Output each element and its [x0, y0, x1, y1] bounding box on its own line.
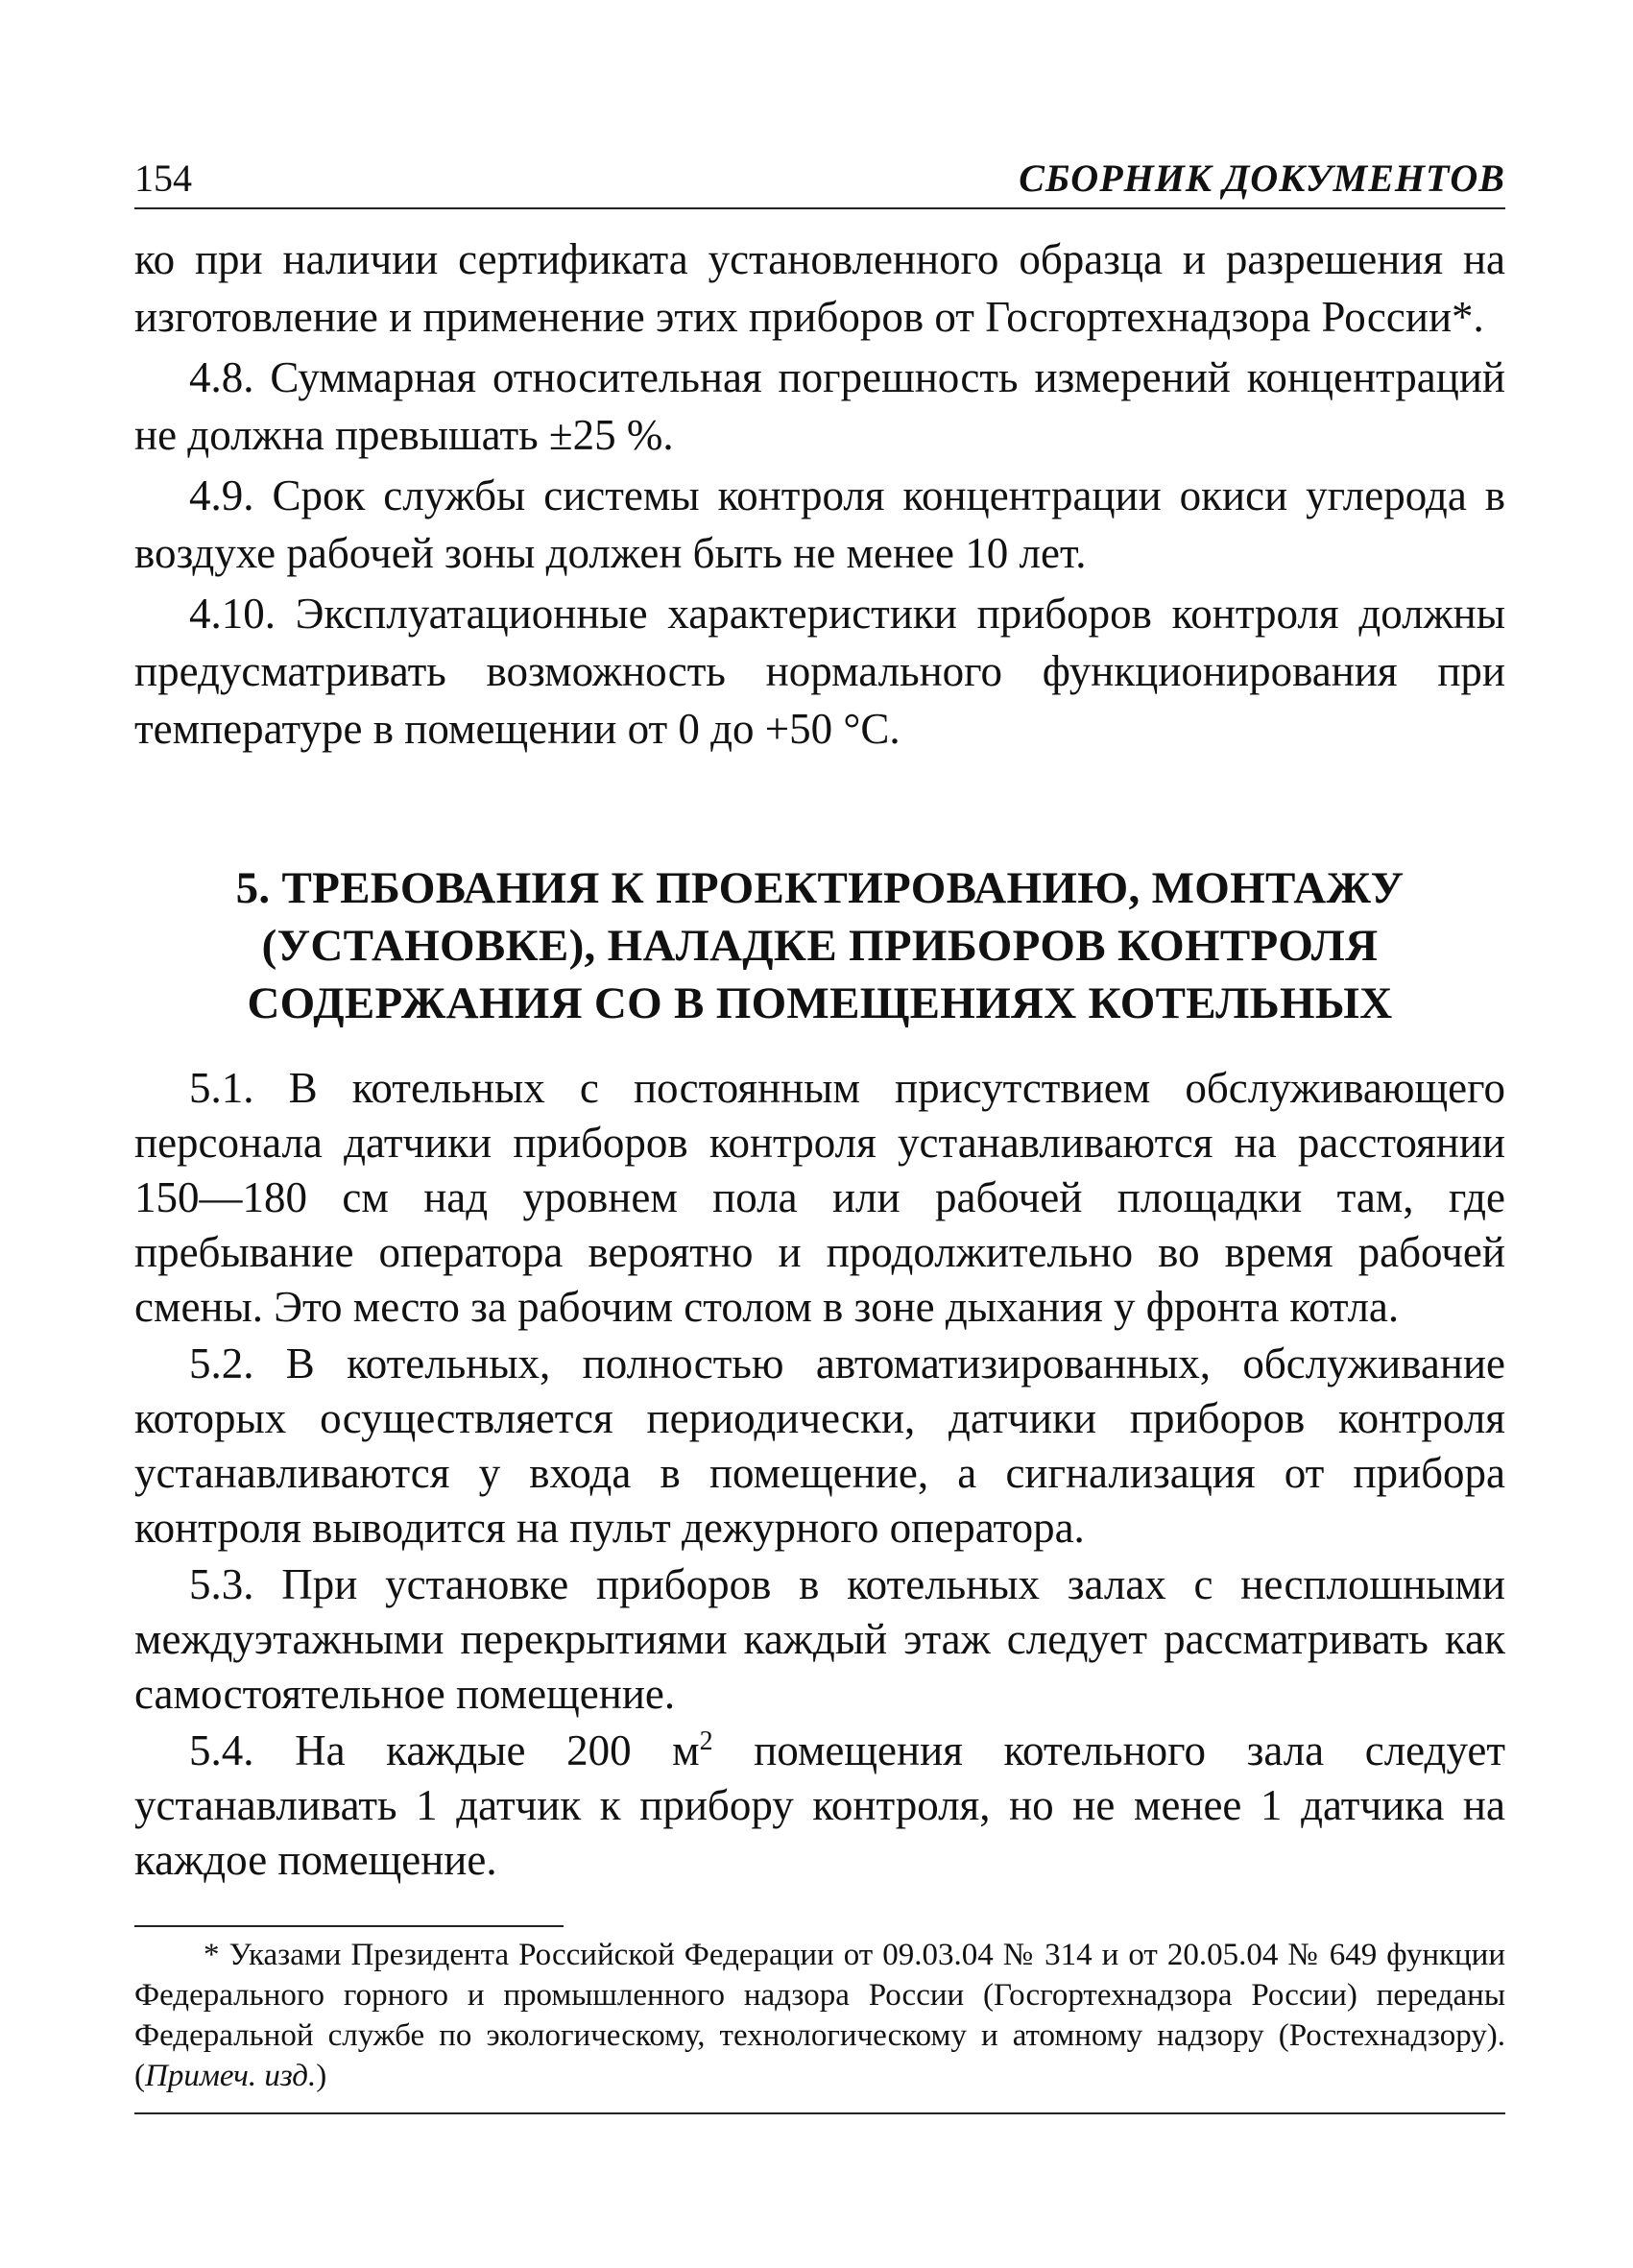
- section-heading-line: 5. ТРЕБОВАНИЯ К ПРОЕКТИРОВАНИЮ, МОНТАЖУ: [235, 863, 1405, 913]
- section-5-body: [134, 1061, 1505, 1890]
- section-heading: [134, 859, 1505, 1032]
- paragraph-5-4-start: 5.4. На каждые 200 м: [189, 1726, 700, 1774]
- footnote-separator: [134, 1925, 564, 1927]
- superscript-squared: 2: [699, 1726, 713, 1756]
- paragraph-4-9: 4.9. Срок службы системы контроля концентрации окиси углерода в воздухе рабочей зоны должен быть не менее 10 лет.: [134, 471, 1505, 577]
- paragraph-continuation: ко при наличии сертификата установленного образца и разрешения на изготовление и применение этих приборов от Госгортехнадзора России*.: [134, 235, 1505, 341]
- paragraph-5-3: 5.3. При установке приборов в котельных залах с несплошными междуэтажными перекрытиями каждый этаж следует рассматривать как самостоятельное помещение.: [134, 1560, 1505, 1718]
- paragraph-4-10: 4.10. Эксплуатационные характеристики приборов контроля должны предусматривать возможность нормального функционирования при температуре в помещении от 0 до +50 °С.: [134, 590, 1505, 753]
- footnote-close-paren: ): [316, 2059, 327, 2093]
- paragraph-4-8: 4.8. Суммарная относительная погрешность измерений концентраций не должна превышать ±25 %.: [134, 353, 1505, 459]
- section-heading-line: (УСТАНОВКЕ), НАЛАДКЕ ПРИБОРОВ КОНТРОЛЯ: [261, 921, 1379, 971]
- running-title: СБОРНИК ДОКУМЕНТОВ: [1019, 157, 1505, 200]
- page-number: 154: [134, 157, 192, 200]
- paragraph-5-1: 5.1. В котельных с постоянным присутствием обслуживающего персонала датчики приборов контроля устанавливаются на расстоянии 150—180 см над уровнем пола или рабочей площадки там, где пребывание оператора вероятно и продолжительно во время рабочей смены. Это место за рабочим столом в зоне дыхания у фронта котла.: [134, 1064, 1505, 1331]
- footnote-text: * Указами Президента Российской Федерации от 09.03.04 № 314 и от 20.05.04 № 649 функции Федерального горного и промышленного надзора России (Госгортехнадзора России) переданы Федеральной службе по экологическому, технологическому и атомному надзору (Ростехнадзору). (: [134, 1938, 1505, 2093]
- paragraph-5-4-end: помещения котельного зала следует устанавливать 1 датчик к прибору контроля, но не менее 1 датчика на каждое помещение.: [134, 1726, 1505, 1884]
- page-header: [134, 154, 1505, 209]
- section-heading-line: СОДЕРЖАНИЯ СО В ПОМЕЩЕНИЯХ КОТЕЛЬНЫХ: [247, 978, 1393, 1028]
- footnote: [134, 1935, 1505, 2096]
- paragraph-5-2: 5.2. В котельных, полностью автоматизированных, обслуживание которых осуществляется периодически, датчики приборов контроля устанавливаются у входа в помещение, а сигнализация от прибора контроля выводится на пульт дежурного оператора.: [134, 1339, 1505, 1552]
- page-bottom-rule: [134, 2112, 1505, 2114]
- footnote-editor-note: Примеч. изд.: [145, 2059, 317, 2093]
- body-text-top: [134, 230, 1505, 760]
- paragraph-5-4: [134, 1724, 1505, 1888]
